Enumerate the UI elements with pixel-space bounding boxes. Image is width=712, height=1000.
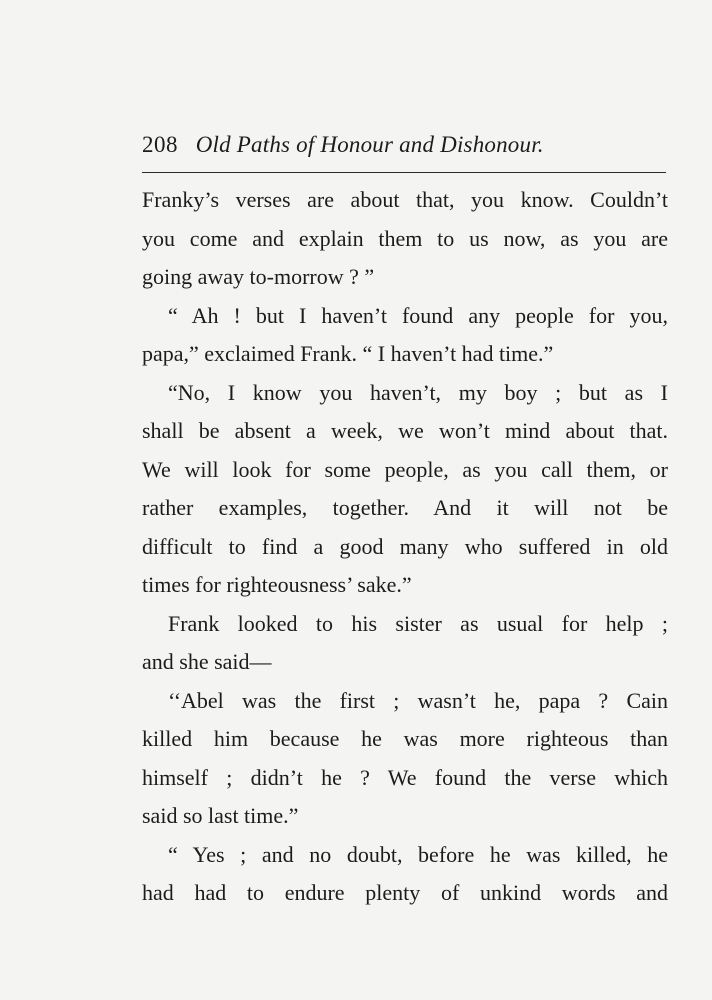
text-line: times for righteousness’ sake.” bbox=[142, 572, 412, 597]
running-head bbox=[142, 128, 670, 162]
text-line: papa,” exclaimed Frank. “ I haven’t had time.” bbox=[142, 341, 554, 366]
text-line: ‘‘Abel was the first ; wasn’t he, papa ? Cain bbox=[168, 687, 668, 713]
text-line: rather examples, together. And it will not be bbox=[142, 495, 668, 520]
text-line: “No, I know you haven’t, my boy ; but as I bbox=[168, 379, 668, 405]
text-line: and she said— bbox=[142, 649, 272, 674]
text-line: said so last time.” bbox=[142, 803, 299, 828]
text-line: Franky’s verses are about that, you know. Couldn’t bbox=[142, 187, 668, 212]
text-line: shall be absent a week, we won’t mind about that. bbox=[142, 418, 668, 443]
text-line: difficult to find a good many who suffered in old bbox=[142, 533, 668, 559]
text-line: We will look for some people, as you call them, or bbox=[142, 456, 668, 482]
text-line: going away to-morrow ? ” bbox=[142, 264, 375, 289]
text-line: killed him because he was more righteous than bbox=[142, 726, 668, 751]
page-number: 208 bbox=[142, 132, 178, 157]
text-line: Frank looked to his sister as usual for help ; bbox=[168, 610, 668, 636]
header-rule bbox=[142, 172, 666, 173]
body-text bbox=[142, 181, 668, 913]
text-line: himself ; didn’t he ? We found the verse which bbox=[142, 764, 668, 790]
text-line: had had to endure plenty of unkind words and bbox=[142, 880, 668, 905]
text-line: “ Yes ; and no doubt, before he was killed, he bbox=[168, 841, 668, 867]
text-line: you come and explain them to us now, as you are bbox=[142, 225, 668, 251]
text-line: “ Ah ! but I haven’t found any people for you, bbox=[168, 302, 668, 328]
running-title: Old Paths of Honour and Dishonour. bbox=[195, 132, 544, 157]
